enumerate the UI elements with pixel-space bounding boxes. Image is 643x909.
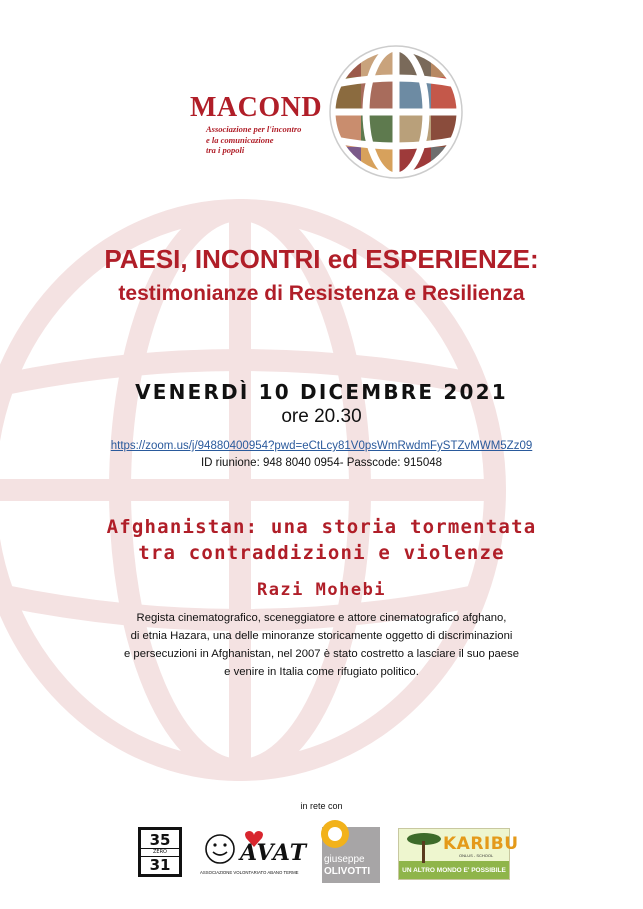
event-date: VENERDÌ 10 DICEMBRE 2021 [135, 380, 508, 404]
organizer-logo-name: MACOND [190, 92, 323, 123]
acacia-tree-icon [405, 831, 443, 867]
tagline-line-2: e la comunicazione [206, 134, 274, 145]
speaker-bio-line-1: Regista cinematografico, sceneggiatore e attore cinematografico afghano, [136, 612, 507, 624]
sunflower-icon [318, 817, 352, 851]
event-time: ore 20.30 [281, 406, 362, 427]
tagline-line-1: Associazione per l'incontro [206, 124, 302, 134]
partner-35-top: 35 [149, 831, 171, 849]
talk-title-line-1: Afghanistan: una storia tormentata [106, 516, 537, 538]
event-title: PAESI, INCONTRI ed ESPERIENZE: [104, 244, 539, 274]
karibu-caption: UN ALTRO MONDO E' POSSIBILE [402, 867, 506, 874]
background-globe-watermark [0, 185, 520, 795]
speaker-name: Razi Mohebi [256, 580, 387, 600]
tagline-line-3: tra i popoli [206, 145, 245, 155]
karibu-small: ONLUS - SCHOOL [459, 853, 494, 858]
olivotti-line-2: OLIVOTTI [324, 866, 371, 877]
partner-logo-avat [200, 830, 310, 878]
partner-logo-karibu [398, 828, 519, 880]
partner-logo-olivotti [318, 817, 380, 883]
avat-caption: ASSOCIAZIONE VOLONTARIATO ABANO TERME [200, 870, 299, 875]
meeting-info: ID riunione: 948 8040 0954- Passcode: 915048 [200, 457, 443, 469]
speaker-bio-line-2: di etnia Hazara, una delle minoranze storicamente oggetto di discriminazioni [130, 630, 513, 642]
speaker-bio-line-4: e venire in Italia come rifugiato politico. [224, 666, 419, 678]
partner-35-bottom: 31 [149, 856, 171, 874]
karibu-name: KARIBU [443, 834, 519, 854]
speaker-bio-line-3: e persecuzioni in Afghanistan, nel 2007 è stato costretto a lasciare il suo paese [123, 648, 519, 660]
olivotti-line-1: giuseppe [324, 854, 365, 865]
avat-name: AVAT [240, 840, 308, 866]
event-subtitle: testimonianze di Resistenza e Resilienza [118, 282, 525, 305]
zoom-link[interactable]: https://zoom.us/j/94880400954?pwd=eCtLcy81V0psWmRwdmFySTZvMWM5Zz09 [110, 440, 533, 452]
talk-title-line-2: tra contraddizioni e violenze [138, 542, 505, 564]
network-label: in rete con [300, 801, 343, 811]
partner-logo-35zero31 [138, 827, 182, 877]
smiling-sun-icon [202, 832, 238, 866]
globe-logo-icon [326, 42, 466, 182]
organizer-tagline [206, 124, 301, 156]
partner-35-mid: ZERO [141, 848, 179, 857]
